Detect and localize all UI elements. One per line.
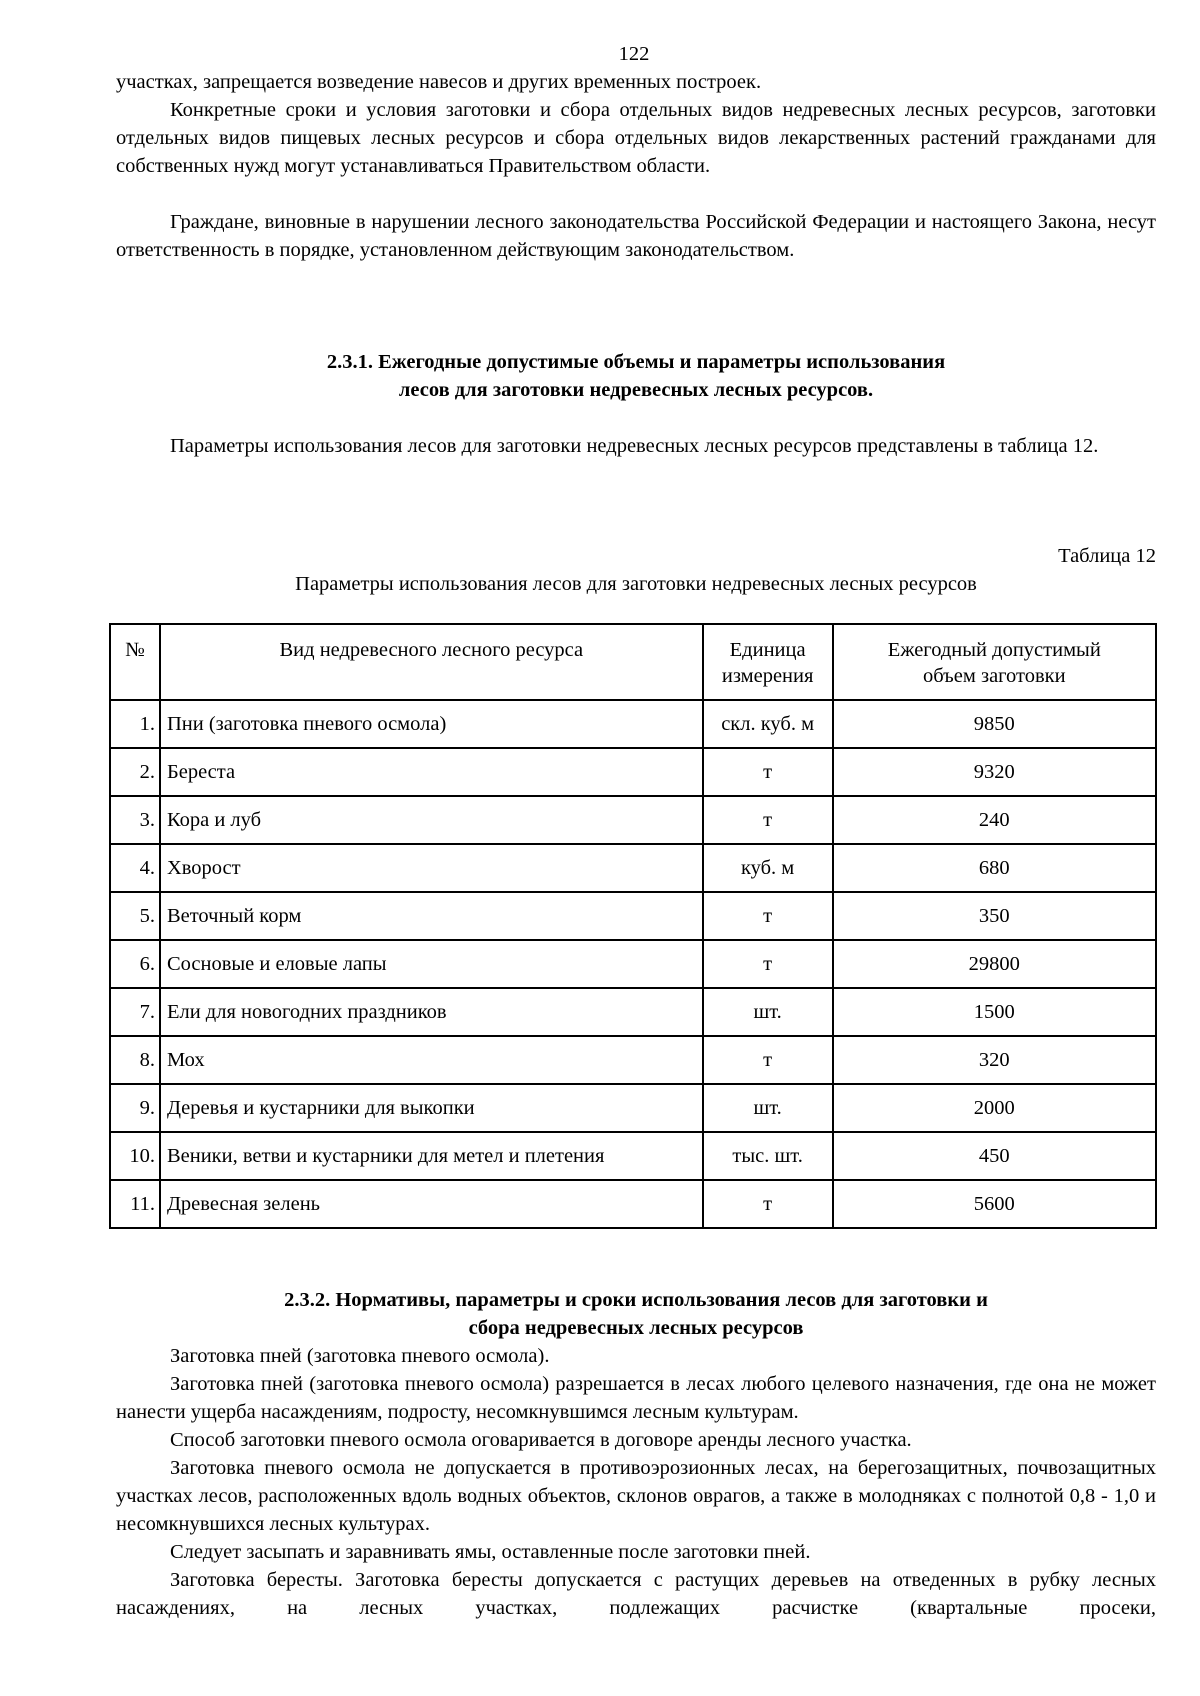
cell-num: 5. — [110, 892, 160, 940]
cell-unit: т — [703, 940, 833, 988]
cell-unit: шт. — [703, 1084, 833, 1132]
cell-volume: 9850 — [833, 700, 1156, 748]
section-2-3-2-paragraph-6: Заготовка бересты. Заготовка бересты допускается с растущих деревьев на отведенных в рубку лесных насаждениях, на лесных участках, подлежащих расчистке (квартальные просеки, — [116, 1569, 1156, 1619]
cell-num: 3. — [110, 796, 160, 844]
table-row — [110, 700, 1156, 748]
cell-unit: тыс. шт. — [703, 1132, 833, 1180]
section-title-line: лесов для заготовки недревесных лесных ресурсов. — [398, 379, 874, 401]
cell-unit: т — [703, 892, 833, 940]
section-2-3-2-title — [116, 1286, 1156, 1342]
table-row — [110, 988, 1156, 1036]
cell-unit: т — [703, 748, 833, 796]
cell-kind: Ели для новогодних праздников — [160, 988, 703, 1036]
section-2-3-2-paragraph-1: Заготовка пней (заготовка пневого осмола). — [170, 1345, 550, 1367]
header-kind: Вид недревесного лесного ресурса — [160, 624, 703, 700]
section-2-3-2-paragraph-5: Следует засыпать и заравнивать ямы, оставленные после заготовки пней. — [170, 1541, 811, 1563]
cell-num: 11. — [110, 1180, 160, 1228]
header-unit — [703, 624, 833, 700]
header-volume-line: Ежегодный допустимый — [887, 639, 1101, 661]
cell-num: 2. — [110, 748, 160, 796]
cell-volume: 2000 — [833, 1084, 1156, 1132]
table-row — [110, 1084, 1156, 1132]
table-row — [110, 1036, 1156, 1084]
cell-num: 4. — [110, 844, 160, 892]
cell-kind: Сосновые и еловые лапы — [160, 940, 703, 988]
page-number: 122 — [618, 43, 650, 65]
cell-volume: 29800 — [833, 940, 1156, 988]
section-2-3-2-paragraph-3: Способ заготовки пневого осмола оговаривается в договоре аренды лесного участка. — [170, 1429, 912, 1451]
cell-kind: Береста — [160, 748, 703, 796]
header-volume-line: объем заготовки — [923, 665, 1066, 687]
cell-num: 9. — [110, 1084, 160, 1132]
cell-kind: Веники, ветви и кустарники для метел и плетения — [160, 1132, 703, 1180]
cell-num: 6. — [110, 940, 160, 988]
cell-num: 7. — [110, 988, 160, 1036]
intro-line: участках, запрещается возведение навесов и других временных построек. — [116, 71, 762, 93]
header-volume — [833, 624, 1156, 700]
cell-kind: Мох — [160, 1036, 703, 1084]
section-title-line: 2.3.1. Ежегодные допустимые объемы и параметры использования — [326, 351, 946, 373]
cell-kind: Кора и луб — [160, 796, 703, 844]
cell-volume: 240 — [833, 796, 1156, 844]
intro-paragraph-2: Граждане, виновные в нарушении лесного законодательства Российской Федерации и настоящего Закона, несут ответственность в порядке, установленном действующим законодательством. — [116, 211, 1156, 261]
cell-unit: куб. м — [703, 844, 833, 892]
intro-paragraph-1: Конкретные сроки и условия заготовки и сбора отдельных видов недревесных лесных ресурсов, заготовки отдельных видов пищевых лесных ресурсов и сбора отдельных видов лекарственных растений гражданами для собственных нужд могут устанавливаться Правительством области. — [116, 99, 1156, 177]
header-unit-line: Единица — [729, 639, 806, 661]
section-2-3-1-title — [116, 348, 1156, 404]
cell-kind: Древесная зелень — [160, 1180, 703, 1228]
table-header-row — [110, 624, 1156, 700]
table-row — [110, 940, 1156, 988]
resources-table — [109, 623, 1157, 1229]
cell-num: 8. — [110, 1036, 160, 1084]
cell-unit: т — [703, 1036, 833, 1084]
section-2-3-2-paragraph-4: Заготовка пневого осмола не допускается в противоэрозионных лесах, на берегозащитных, почвозащитных участках лесов, расположенных вдоль водных объектов, склонов оврагов, а также в молодняках с полнотой 0,8 - 1,0 и несомкнувшихся лесных культурах. — [116, 1457, 1156, 1535]
section-title-line: 2.3.2. Нормативы, параметры и сроки использования лесов для заготовки и — [284, 1289, 988, 1311]
header-num: № — [110, 624, 160, 700]
cell-volume: 5600 — [833, 1180, 1156, 1228]
header-unit-line: измерения — [721, 665, 814, 687]
cell-volume: 680 — [833, 844, 1156, 892]
cell-unit: т — [703, 796, 833, 844]
cell-unit: т — [703, 1180, 833, 1228]
table-row — [110, 892, 1156, 940]
section-2-3-2-paragraph-2: Заготовка пней (заготовка пневого осмола) разрешается в лесах любого целевого назначения, где она не может нанести ущерба насаждениям, подросту, несомкнувшимся лесным культурам. — [116, 1373, 1156, 1423]
cell-volume: 450 — [833, 1132, 1156, 1180]
cell-kind: Хворост — [160, 844, 703, 892]
cell-volume: 320 — [833, 1036, 1156, 1084]
cell-num: 1. — [110, 700, 160, 748]
cell-volume: 350 — [833, 892, 1156, 940]
cell-kind: Пни (заготовка пневого осмола) — [160, 700, 703, 748]
cell-kind: Веточный корм — [160, 892, 703, 940]
table-row — [110, 1180, 1156, 1228]
section-2-3-1-paragraph: Параметры использования лесов для заготовки недревесных лесных ресурсов представлены в таблица 12. — [170, 435, 1099, 457]
cell-num: 10. — [110, 1132, 160, 1180]
cell-unit: скл. куб. м — [703, 700, 833, 748]
table-label: Таблица 12 — [1058, 545, 1156, 567]
table-row — [110, 844, 1156, 892]
table-row — [110, 748, 1156, 796]
cell-volume: 1500 — [833, 988, 1156, 1036]
table-row — [110, 796, 1156, 844]
cell-kind: Деревья и кустарники для выкопки — [160, 1084, 703, 1132]
section-title-line: сбора недревесных лесных ресурсов — [468, 1317, 804, 1339]
table-row — [110, 1132, 1156, 1180]
cell-volume: 9320 — [833, 748, 1156, 796]
table-caption: Параметры использования лесов для заготовки недревесных лесных ресурсов — [295, 573, 977, 595]
cell-unit: шт. — [703, 988, 833, 1036]
